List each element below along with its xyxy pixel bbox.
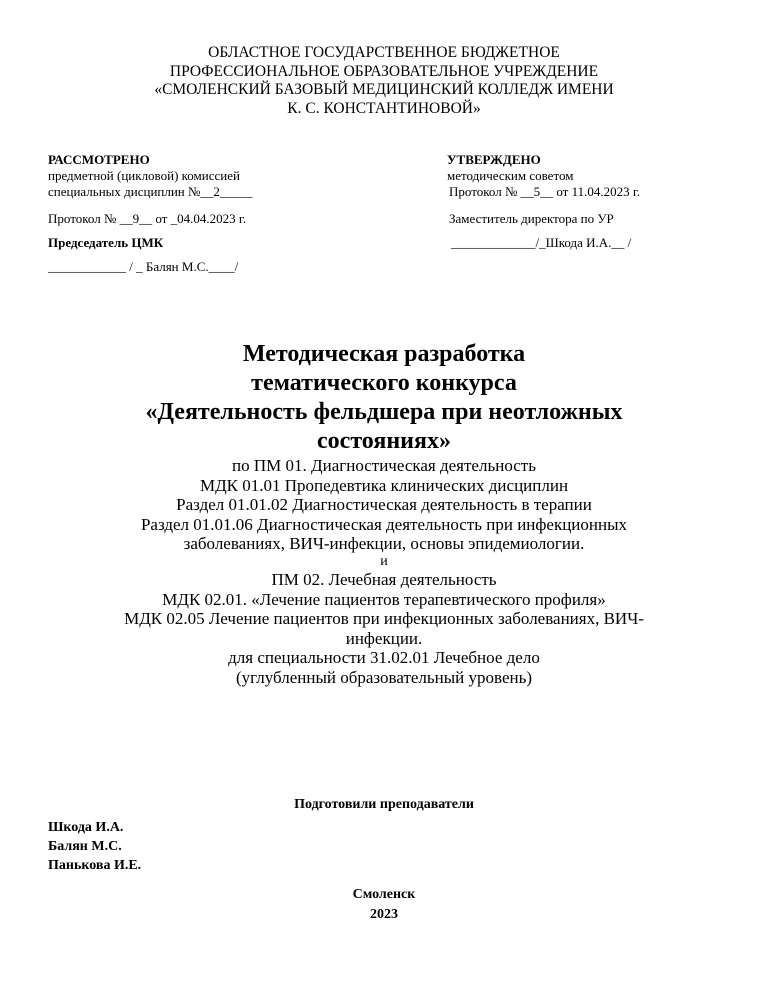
subject-line: МДК 02.01. «Лечение пациентов терапевтического профиля» (162, 589, 606, 609)
subject-line: по ПМ 01. Диагностическая деятельность (232, 456, 536, 475)
subject-line: МДК 02.05 Лечение пациентов при инфекционных заболеваниях, ВИЧ- (124, 609, 644, 629)
author-name: Панькова И.Е. (48, 858, 142, 873)
approval-left-line1: предметной (цикловой) комиссией (48, 168, 240, 183)
subject-line: МДК 01.01 Пропедевтика клинических дисциплин (199, 475, 569, 495)
approval-right-signature: _____________/_Шкода И.А.__ / (451, 235, 632, 250)
approval-left-chair: Председатель ЦМК (48, 235, 164, 250)
title-line: «Деятельность фельдшера при неотложных (145, 399, 623, 425)
approval-right-heading: УТВЕРЖДЕНО (447, 152, 541, 167)
subject-line: и (380, 553, 388, 569)
subject-line: (углубленный образовательный уровень) (235, 667, 533, 687)
approval-right-protocol: Протокол № __5__ от 11.04.2023 г. (449, 184, 640, 199)
subjects-block (0, 456, 768, 688)
institution-line: ПРОФЕССИОНАЛЬНОЕ ОБРАЗОВАТЕЛЬНОЕ УЧРЕЖДЕНИЕ (169, 62, 599, 80)
title-line: состояниях» (317, 428, 451, 454)
subject-line: ПМ 02. Лечебная деятельность (271, 569, 497, 589)
subject-line: Раздел 01.01.02 Диагностическая деятельность в терапии (176, 495, 592, 515)
title-line: Методическая разработка (242, 341, 526, 367)
institution-line: ОБЛАСТНОЕ ГОСУДАРСТВЕННОЕ БЮДЖЕТНОЕ (208, 44, 560, 61)
footer (0, 885, 768, 925)
title-line: тематического конкурса (251, 370, 517, 396)
author-name: Шкода И.А. (48, 820, 124, 835)
approval-left-signature: ____________ / _ Балян М.С.____/ (48, 259, 239, 274)
institution-line: «СМОЛЕНСКИЙ БАЗОВЫЙ МЕДИЦИНСКИЙ КОЛЛЕДЖ ИМЕНИ (154, 81, 614, 98)
footer-city: Смоленск (352, 887, 416, 902)
author-name: Балян М.С. (48, 839, 122, 854)
approval-right-deputy: Заместитель директора по УР (449, 211, 614, 226)
authors-heading: Подготовили преподаватели (294, 797, 474, 812)
approval-left-protocol: Протокол № __9__ от _04.04.2023 г. (48, 211, 246, 226)
subject-line: Раздел 01.01.06 Диагностическая деятельность при инфекционных (140, 514, 628, 534)
institution-line: К. С. КОНСТАНТИНОВОЙ» (287, 99, 481, 117)
approval-left-line2: специальных дисциплин №__2_____ (48, 184, 253, 199)
approval-right-line1: методическим советом (447, 168, 574, 183)
approval-left-heading: РАССМОТРЕНО (48, 152, 150, 167)
document-title (0, 340, 768, 456)
subject-line: для специальности 31.02.01 Лечебное дело (228, 648, 540, 668)
institution-header (0, 44, 768, 118)
footer-year: 2023 (370, 907, 398, 922)
subject-line: заболеваниях, ВИЧ-инфекции, основы эпидемиологии. (183, 534, 585, 554)
subject-line: инфекции. (345, 628, 423, 648)
authors-list (48, 818, 141, 875)
